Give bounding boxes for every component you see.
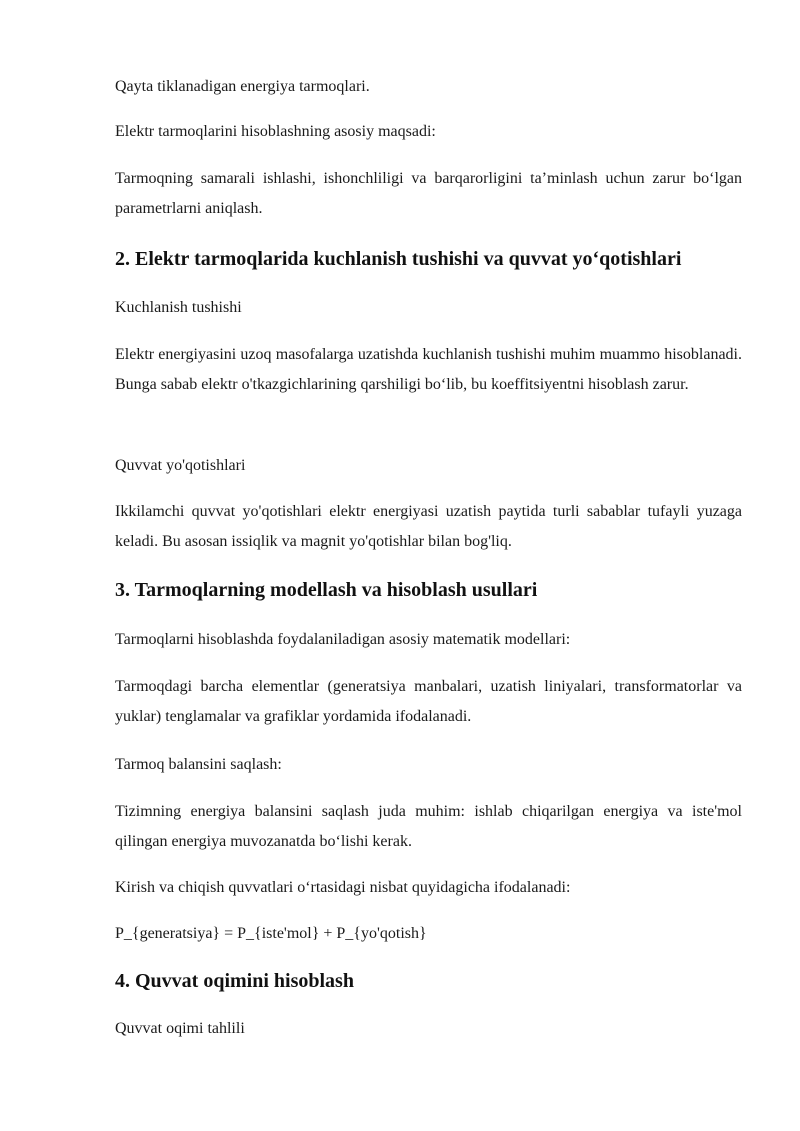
paragraph: Elektr tarmoqlarini hisoblashning asosiy maqsadi: [115, 123, 436, 140]
paragraph: Tarmoq balansini saqlash: [115, 756, 282, 773]
paragraph: Qayta tiklanadigan energiya tarmoqlari. [115, 78, 370, 95]
section-heading: 4. Quvvat oqimini hisoblash [115, 970, 354, 992]
section-heading: 2. Elektr tarmoqlarida kuchlanish tushishi va quvvat yo‘qotishlari [115, 248, 682, 270]
paragraph: Kuchlanish tushishi [115, 299, 242, 316]
paragraph: Tarmoqlarni hisoblashda foydalaniladigan asosiy matematik modellari: [115, 631, 571, 648]
paragraph: Kirish va chiqish quvvatlari o‘rtasidagi nisbat quyidagicha ifodalanadi: [115, 879, 571, 896]
paragraph: Tizimning energiya balansini saqlash juda muhim: ishlab chiqarilgan energiya va iste'mol qilingan energiya muvozanatda bo‘lishi kerak. [115, 803, 742, 850]
paragraph: Quvvat oqimi tahlili [115, 1020, 245, 1037]
paragraph: Quvvat yo'qotishlari [115, 457, 246, 474]
formula-line: P_{generatsiya} = P_{iste'mol} + P_{yo'qotish} [115, 925, 427, 942]
paragraph: Elektr energiyasini uzoq masofalarga uzatishda kuchlanish tushishi muhim muammo hisoblanadi. Bunga sabab elektr o'tkazgichlarining qarshiligi bo‘lib, bu koeffitsiyentni hisoblash zarur. [115, 346, 742, 393]
paragraph: Tarmoqdagi barcha elementlar (generatsiya manbalari, uzatish liniyalari, transformatorlar va yuklar) tenglamalar va grafiklar yordamida ifodalanadi. [115, 678, 742, 725]
section-heading: 3. Tarmoqlarning modellash va hisoblash usullari [115, 579, 538, 601]
paragraph: Ikkilamchi quvvat yo'qotishlari elektr energiyasi uzatish paytida turli sabablar tufayli yuzaga keladi. Bu asosan issiqlik va magnit yo'qotishlar bilan bog'liq. [115, 503, 742, 550]
paragraph: Tarmoqning samarali ishlashi, ishonchliligi va barqarorligini ta’minlash uchun zarur bo‘lgan parametrlarni aniqlash. [115, 170, 742, 217]
